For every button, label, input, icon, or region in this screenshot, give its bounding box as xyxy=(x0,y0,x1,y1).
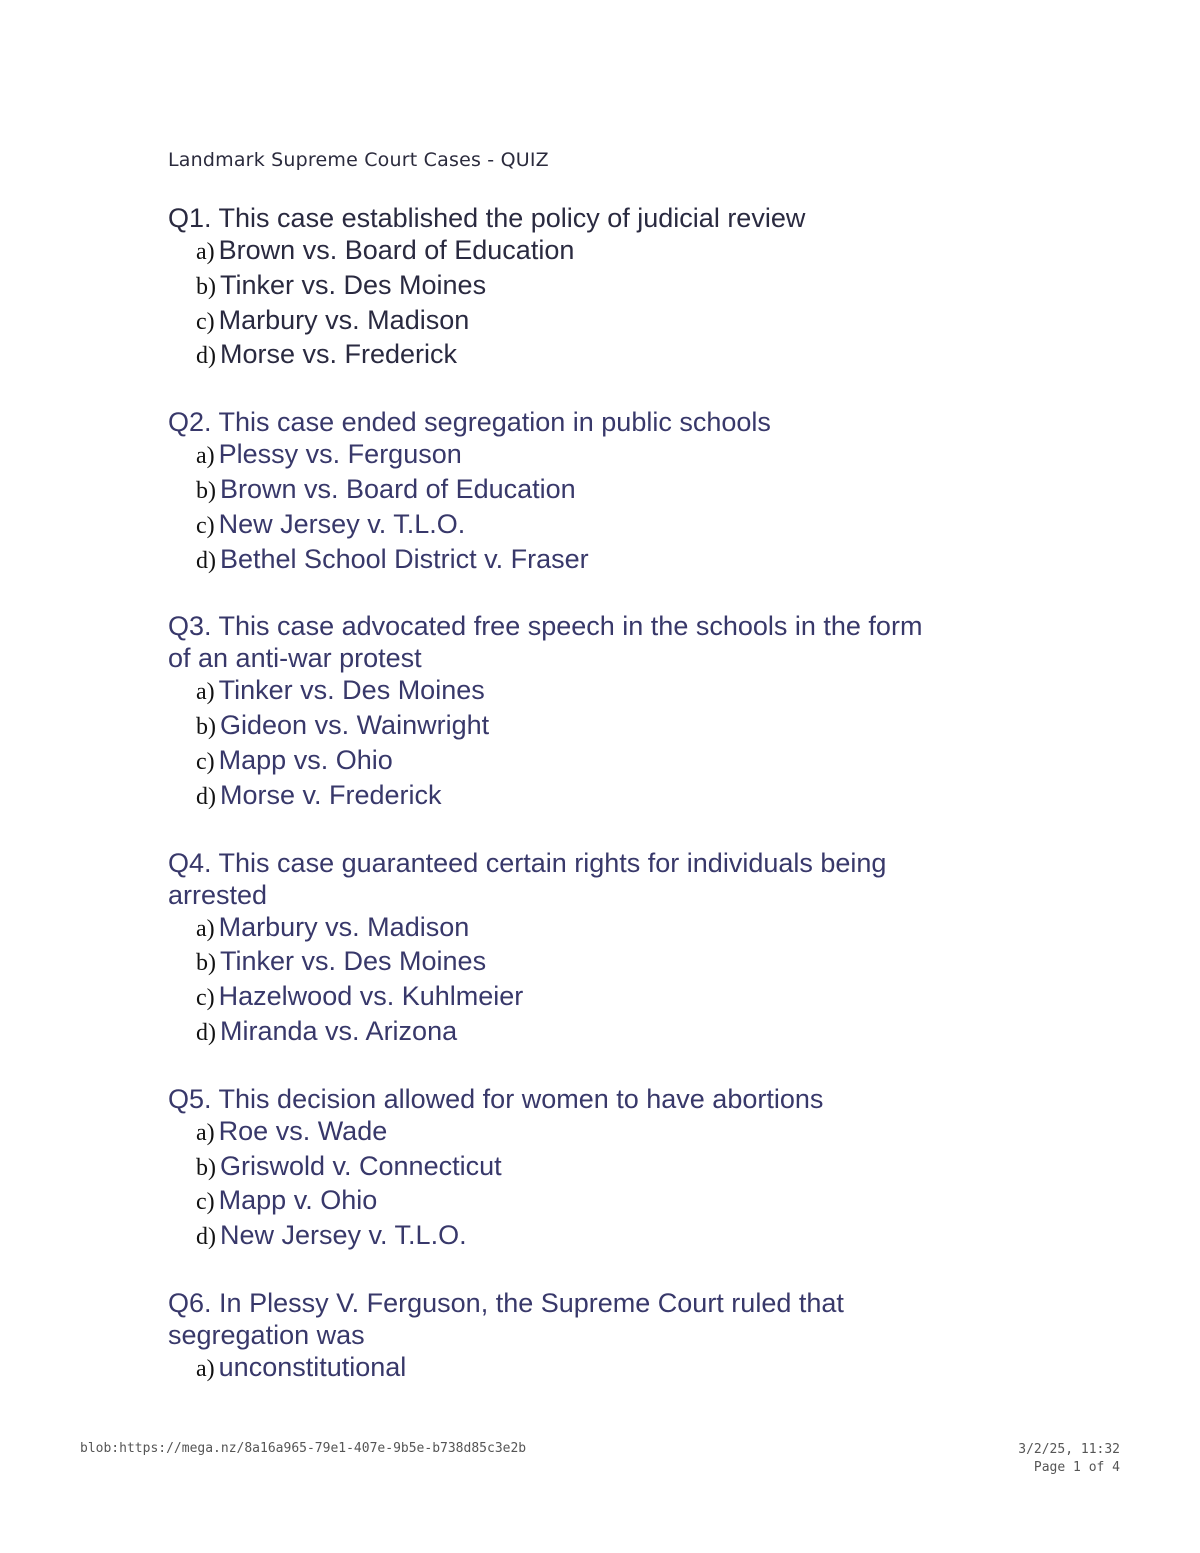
footer-datetime: 3/2/25, 11:32 xyxy=(1018,1442,1120,1457)
answer-option[interactable] xyxy=(196,1184,968,1219)
option-letter: a) xyxy=(196,443,215,470)
option-text: Morse v. Frederick xyxy=(220,779,442,810)
option-letter: c) xyxy=(196,308,215,335)
answer-option[interactable] xyxy=(196,234,968,269)
option-letter: d) xyxy=(196,547,216,574)
answer-option[interactable] xyxy=(196,438,968,473)
option-letter: c) xyxy=(196,985,215,1012)
answer-option[interactable] xyxy=(196,1150,968,1185)
answer-option[interactable] xyxy=(196,1219,968,1254)
answer-option[interactable] xyxy=(196,779,968,814)
answer-option[interactable] xyxy=(196,980,968,1015)
option-text: Tinker vs. Des Moines xyxy=(220,946,487,977)
option-text: Gideon vs. Wainwright xyxy=(220,710,490,741)
option-text: Mapp vs. Ohio xyxy=(218,744,393,775)
question-3 xyxy=(168,610,968,813)
question-2 xyxy=(168,406,968,577)
question-number: Q4. xyxy=(168,847,212,878)
question-prompt: This decision allowed for women to have abortions xyxy=(218,1083,824,1114)
option-text: Tinker vs. Des Moines xyxy=(220,269,487,300)
question-text xyxy=(168,1083,928,1115)
answer-option[interactable] xyxy=(196,338,968,373)
question-prompt: This case guaranteed certain rights for individuals being arrested xyxy=(168,847,887,910)
answer-option[interactable] xyxy=(196,1351,968,1386)
question-number: Q3. xyxy=(168,611,212,642)
option-text: Plessy vs. Ferguson xyxy=(218,439,462,470)
question-text xyxy=(168,1287,928,1351)
answer-options xyxy=(168,911,968,1050)
option-text: Brown vs. Board of Education xyxy=(218,235,575,265)
answer-option[interactable] xyxy=(196,744,968,779)
question-text xyxy=(168,406,928,438)
option-letter: b) xyxy=(196,950,216,977)
option-letter: a) xyxy=(196,679,215,706)
option-text: Roe vs. Wade xyxy=(218,1115,388,1146)
answer-options xyxy=(168,1351,968,1386)
answer-option[interactable] xyxy=(196,508,968,543)
option-letter: d) xyxy=(196,1019,216,1046)
answer-option[interactable] xyxy=(196,543,968,578)
answer-option[interactable] xyxy=(196,304,968,339)
question-5 xyxy=(168,1083,968,1254)
option-letter: d) xyxy=(196,1224,216,1251)
answer-option[interactable] xyxy=(196,911,968,946)
option-text: Tinker vs. Des Moines xyxy=(218,675,485,706)
question-6 xyxy=(168,1287,968,1386)
option-text: Griswold v. Connecticut xyxy=(220,1150,502,1181)
question-4 xyxy=(168,847,968,1050)
answer-option[interactable] xyxy=(196,709,968,744)
question-prompt: In Plessy V. Ferguson, the Supreme Court ruled that segregation was xyxy=(168,1287,844,1350)
question-prompt: This case ended segregation in public schools xyxy=(218,407,771,438)
document-title: Landmark Supreme Court Cases - QUIZ xyxy=(168,149,549,171)
option-letter: a) xyxy=(196,915,215,942)
option-letter: c) xyxy=(196,1189,215,1216)
question-number: Q2. xyxy=(168,407,212,438)
question-text xyxy=(168,202,928,234)
footer-url: blob:https://mega.nz/8a16a965-79e1-407e-9b5e-b738d85c3e2b xyxy=(80,1441,527,1456)
question-text xyxy=(168,610,928,674)
answer-options xyxy=(168,234,968,373)
answer-option[interactable] xyxy=(196,269,968,304)
answer-options xyxy=(168,438,968,577)
option-text: Miranda vs. Arizona xyxy=(220,1015,458,1046)
footer-meta xyxy=(1018,1441,1120,1477)
question-prompt: This case established the policy of judicial review xyxy=(218,203,806,233)
question-number: Q1. xyxy=(168,203,212,233)
quiz-page xyxy=(168,143,968,1419)
answer-option[interactable] xyxy=(196,945,968,980)
question-number: Q5. xyxy=(168,1083,212,1114)
option-letter: b) xyxy=(196,714,216,741)
option-text: Hazelwood vs. Kuhlmeier xyxy=(218,981,524,1012)
option-letter: b) xyxy=(196,273,216,300)
question-prompt: This case advocated free speech in the schools in the form of an anti-war protest xyxy=(168,611,923,674)
answer-option[interactable] xyxy=(196,1015,968,1050)
option-letter: a) xyxy=(196,239,215,265)
option-text: Brown vs. Board of Education xyxy=(220,473,576,504)
option-text: Morse vs. Frederick xyxy=(220,339,458,370)
question-number: Q6. xyxy=(168,1287,212,1318)
option-letter: a) xyxy=(196,1119,215,1146)
option-letter: b) xyxy=(196,477,216,504)
option-letter: b) xyxy=(196,1154,216,1181)
option-text: Bethel School District v. Fraser xyxy=(220,543,589,574)
question-1 xyxy=(168,202,968,373)
option-text: Marbury vs. Madison xyxy=(218,304,470,335)
page-number: Page 1 of 4 xyxy=(1033,1460,1120,1475)
option-text: Marbury vs. Madison xyxy=(218,911,470,942)
answer-option[interactable] xyxy=(196,674,968,709)
answer-options xyxy=(168,674,968,813)
option-letter: d) xyxy=(196,783,216,810)
option-letter: c) xyxy=(196,512,215,539)
option-letter: d) xyxy=(196,343,216,370)
option-letter: c) xyxy=(196,748,215,775)
answer-options xyxy=(168,1115,968,1254)
answer-option[interactable] xyxy=(196,1115,968,1150)
option-text: New Jersey v. T.L.O. xyxy=(218,508,466,539)
option-text: New Jersey v. T.L.O. xyxy=(220,1220,467,1251)
answer-option[interactable] xyxy=(196,473,968,508)
option-letter: a) xyxy=(196,1355,215,1382)
question-text xyxy=(168,847,928,911)
option-text: unconstitutional xyxy=(218,1351,407,1382)
option-text: Mapp v. Ohio xyxy=(218,1185,378,1216)
